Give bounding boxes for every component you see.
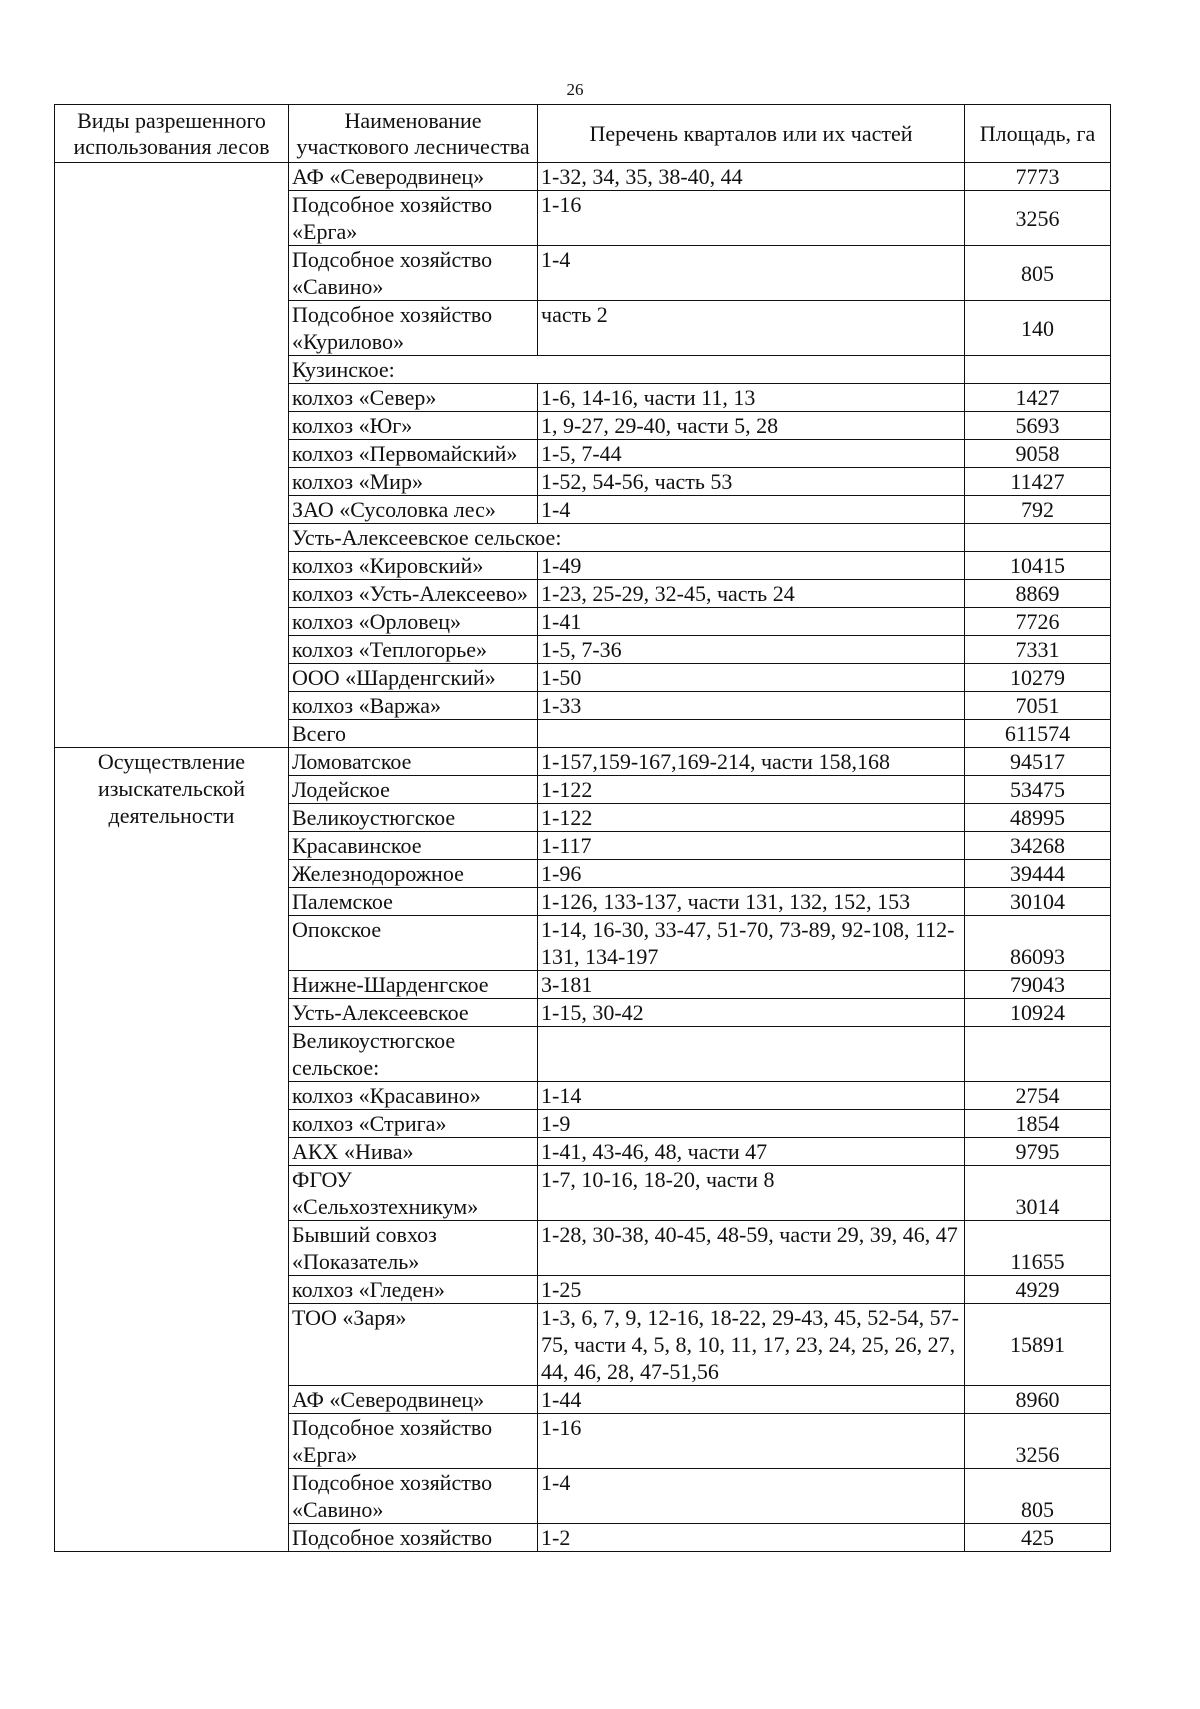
forestry-name: ООО «Шарденгский» [289, 664, 538, 692]
page-number: 26 [566, 80, 584, 99]
forestry-group-heading: Усть-Алексеевское сельское: [289, 524, 965, 552]
area-value: 805 [965, 246, 1111, 301]
forestry-name: Усть-Алексеевское [289, 999, 538, 1027]
quarters-list: 1-41 [538, 608, 965, 636]
forestry-name: Подсобное хозяйство [289, 1524, 538, 1552]
header-quarters: Перечень кварталов или их частей [538, 105, 965, 163]
area-value: 5693 [965, 412, 1111, 440]
quarters-list [538, 1027, 965, 1082]
forestry-name: Красавинское [289, 832, 538, 860]
total-area-value: 611574 [965, 720, 1111, 748]
quarters-list: 1-122 [538, 804, 965, 832]
quarters-list: 1-16 [538, 191, 965, 246]
forestry-name: АФ «Северодвинец» [289, 1386, 538, 1414]
header-use-type: Виды разрешенного использования лесов [55, 105, 289, 163]
quarters-list: 1-49 [538, 552, 965, 580]
quarters-list: 1-52, 54-56, часть 53 [538, 468, 965, 496]
area-value: 4929 [965, 1276, 1111, 1304]
area-value: 805 [965, 1469, 1111, 1524]
area-value: 34268 [965, 832, 1111, 860]
forestry-name: колхоз «Орловец» [289, 608, 538, 636]
forestry-name: ЗАО «Сусоловка лес» [289, 496, 538, 524]
quarters-list: 1-6, 14-16, части 11, 13 [538, 384, 965, 412]
quarters-list: 1-23, 25-29, 32-45, часть 24 [538, 580, 965, 608]
section-1-use-type [55, 163, 289, 748]
forestry-name: Железнодорожное [289, 860, 538, 888]
quarters-list: 3-181 [538, 971, 965, 999]
forestry-name: Лодейское [289, 776, 538, 804]
quarters-list: 1-126, 133-137, части 131, 132, 152, 153 [538, 888, 965, 916]
area-value: 53475 [965, 776, 1111, 804]
table-header-row [55, 105, 1111, 163]
area-value: 15891 [965, 1304, 1111, 1386]
area-value: 10924 [965, 999, 1111, 1027]
quarters-list: 1-41, 43-46, 48, части 47 [538, 1138, 965, 1166]
quarters-list: 1-157,159-167,169-214, части 158,168 [538, 748, 965, 776]
table-row [55, 748, 1111, 776]
quarters-list: 1-122 [538, 776, 965, 804]
section-2-rows [55, 748, 1111, 1552]
forestry-name: колхоз «Гледен» [289, 1276, 538, 1304]
quarters-list: часть 2 [538, 301, 965, 356]
quarters-list: 1, 9-27, 29-40, части 5, 28 [538, 412, 965, 440]
forestry-name: Опокское [289, 916, 538, 971]
quarters-list: 1-9 [538, 1110, 965, 1138]
forestry-group-heading: Кузинское: [289, 356, 965, 384]
area-value: 8960 [965, 1386, 1111, 1414]
header-forestry: Наименование участкового лесничества [289, 105, 538, 163]
forestry-name: колхоз «Мир» [289, 468, 538, 496]
quarters-list: 1-4 [538, 496, 965, 524]
forestry-name: АФ «Северодвинец» [289, 163, 538, 191]
quarters-list: 1-7, 10-16, 18-20, части 8 [538, 1166, 965, 1221]
quarters-list: 1-96 [538, 860, 965, 888]
area-value: 2754 [965, 1082, 1111, 1110]
quarters-list: 1-5, 7-36 [538, 636, 965, 664]
area-value: 7051 [965, 692, 1111, 720]
area-value: 3256 [965, 191, 1111, 246]
forestry-name: Бывший совхоз «Показатель» [289, 1221, 538, 1276]
quarters-list: 1-4 [538, 246, 965, 301]
area-value: 1854 [965, 1110, 1111, 1138]
area-value: 140 [965, 301, 1111, 356]
area-value: 792 [965, 496, 1111, 524]
area-value: 11427 [965, 468, 1111, 496]
area-value: 30104 [965, 888, 1111, 916]
forestry-name: Палемское [289, 888, 538, 916]
quarters-list: 1-50 [538, 664, 965, 692]
area-value: 3256 [965, 1414, 1111, 1469]
area-value: 1427 [965, 384, 1111, 412]
area-value [965, 356, 1111, 384]
forest-use-table [54, 104, 1111, 1552]
forestry-name: Подсобное хозяйство «Савино» [289, 1469, 538, 1524]
forestry-name: Ломоватское [289, 748, 538, 776]
forestry-name: колхоз «Север» [289, 384, 538, 412]
area-value: 39444 [965, 860, 1111, 888]
section-1-rows [55, 163, 1111, 748]
quarters-list: 1-14 [538, 1082, 965, 1110]
forestry-name: колхоз «Кировский» [289, 552, 538, 580]
forestry-group-heading: Великоустюгское сельское: [289, 1027, 538, 1082]
forestry-name: ФГОУ «Сельхозтехникум» [289, 1166, 538, 1221]
quarters-list: 1-5, 7-44 [538, 440, 965, 468]
forestry-name: колхоз «Усть-Алексеево» [289, 580, 538, 608]
forestry-name: Великоустюгское [289, 804, 538, 832]
forestry-name: Подсобное хозяйство «Ерга» [289, 1414, 538, 1469]
area-value: 7331 [965, 636, 1111, 664]
forestry-name: Подсобное хозяйство «Савино» [289, 246, 538, 301]
forestry-name: колхоз «Теплогорье» [289, 636, 538, 664]
quarters-list: 1-16 [538, 1414, 965, 1469]
quarters-list: 1-3, 6, 7, 9, 12-16, 18-22, 29-43, 45, 52-54, 57-75, части 4, 5, 8, 10, 11, 17, 23, 24, 25, 26, 27, 44, 46, 28, 47-51,56 [538, 1304, 965, 1386]
forestry-name: колхоз «Первомайский» [289, 440, 538, 468]
forestry-name: Нижне-Шарденгское [289, 971, 538, 999]
quarters-list [538, 720, 965, 748]
area-value: 8869 [965, 580, 1111, 608]
area-value: 7726 [965, 608, 1111, 636]
area-value: 425 [965, 1524, 1111, 1552]
area-value: 7773 [965, 163, 1111, 191]
forestry-name: колхоз «Варжа» [289, 692, 538, 720]
quarters-list: 1-14, 16-30, 33-47, 51-70, 73-89, 92-108, 112-131, 134-197 [538, 916, 965, 971]
area-value: 79043 [965, 971, 1111, 999]
area-value: 86093 [965, 916, 1111, 971]
quarters-list: 1-2 [538, 1524, 965, 1552]
header-area: Площадь, га [965, 105, 1111, 163]
forestry-name: колхоз «Стрига» [289, 1110, 538, 1138]
area-value: 3014 [965, 1166, 1111, 1221]
area-value [965, 1027, 1111, 1082]
section-2-use-type: Осуществление изыскательской деятельности [55, 748, 289, 1552]
quarters-list: 1-15, 30-42 [538, 999, 965, 1027]
area-value: 94517 [965, 748, 1111, 776]
area-value: 10279 [965, 664, 1111, 692]
forestry-name: АКХ «Нива» [289, 1138, 538, 1166]
area-value: 48995 [965, 804, 1111, 832]
area-value: 9058 [965, 440, 1111, 468]
forestry-name: Подсобное хозяйство «Курилово» [289, 301, 538, 356]
area-value [965, 524, 1111, 552]
quarters-list: 1-25 [538, 1276, 965, 1304]
quarters-list: 1-28, 30-38, 40-45, 48-59, части 29, 39, 46, 47 [538, 1221, 965, 1276]
forestry-name: колхоз «Красавино» [289, 1082, 538, 1110]
quarters-list: 1-33 [538, 692, 965, 720]
quarters-list: 1-117 [538, 832, 965, 860]
table-row [55, 163, 1111, 191]
quarters-list: 1-32, 34, 35, 38-40, 44 [538, 163, 965, 191]
forestry-name: Подсобное хозяйство «Ерга» [289, 191, 538, 246]
area-value: 9795 [965, 1138, 1111, 1166]
quarters-list: 1-4 [538, 1469, 965, 1524]
area-value: 10415 [965, 552, 1111, 580]
forestry-name: ТОО «Заря» [289, 1304, 538, 1386]
total-label: Всего [289, 720, 538, 748]
area-value: 11655 [965, 1221, 1111, 1276]
forestry-name: колхоз «Юг» [289, 412, 538, 440]
quarters-list: 1-44 [538, 1386, 965, 1414]
